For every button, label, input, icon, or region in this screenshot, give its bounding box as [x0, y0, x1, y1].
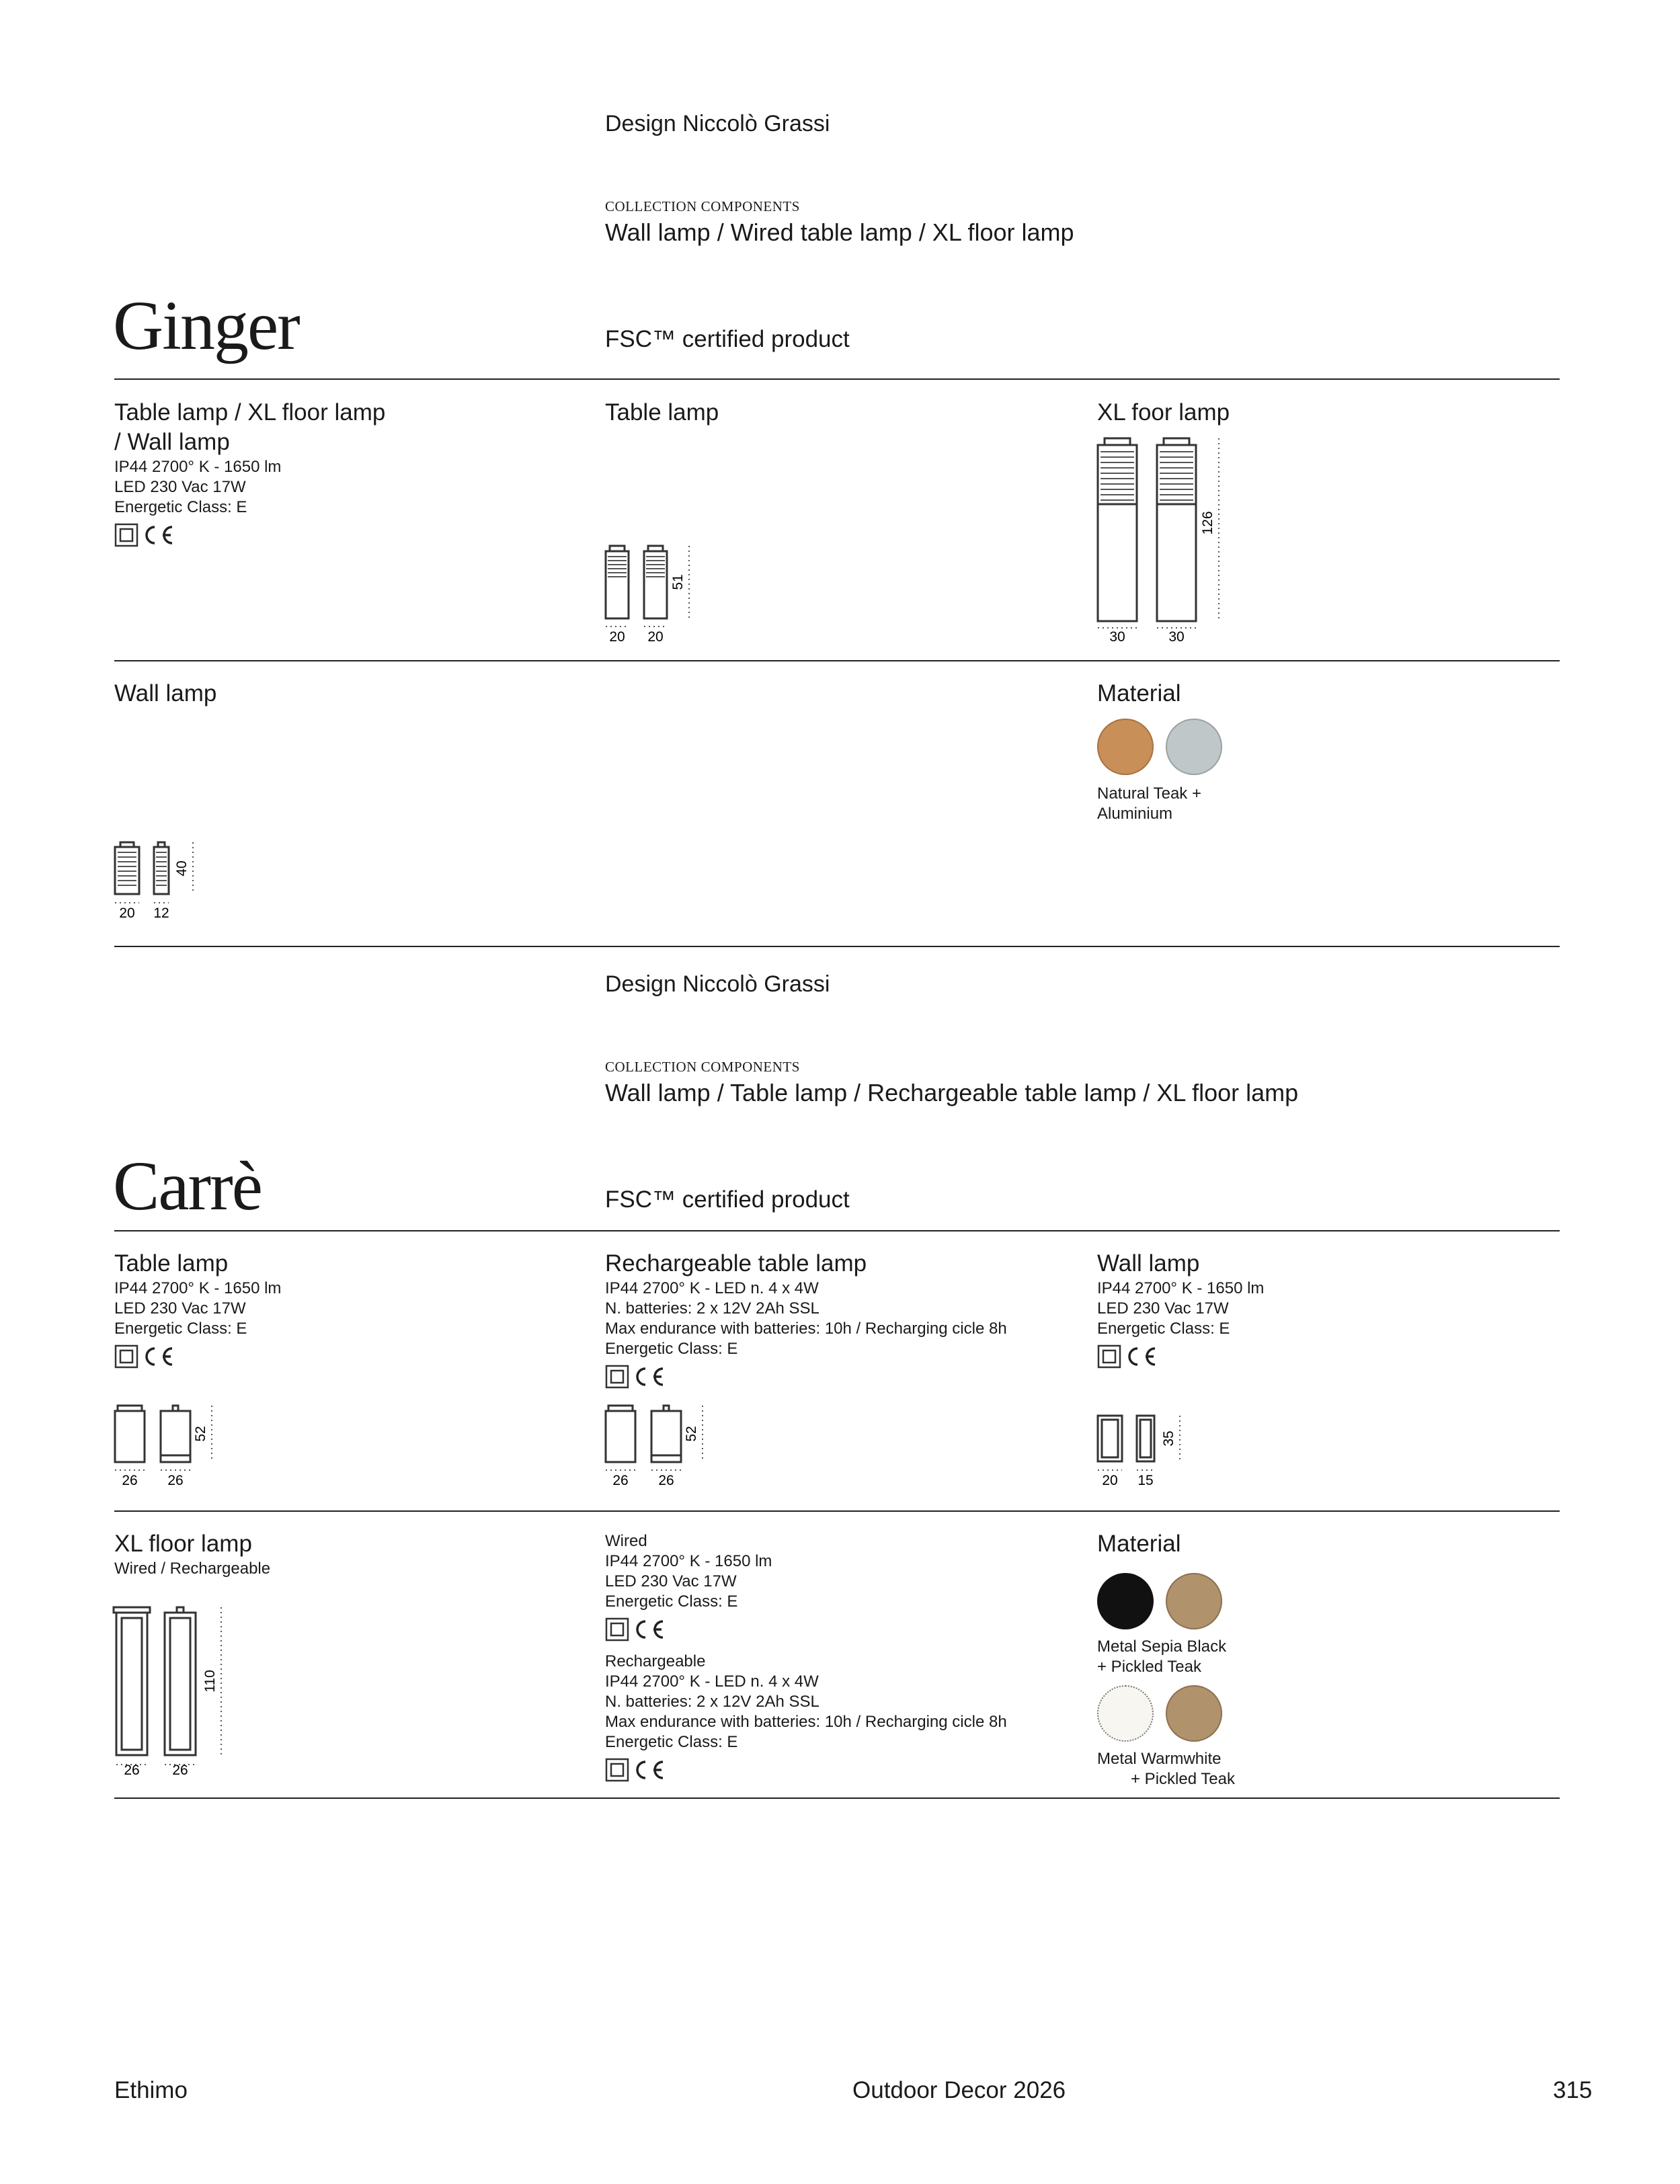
dimension-label: 26	[122, 1473, 138, 1488]
footer-brand: Ethimo	[114, 2077, 188, 2103]
ginger-spec-block	[114, 398, 571, 552]
class-ii-icon	[606, 1366, 628, 1387]
dimension-label: 30	[1109, 629, 1125, 645]
class-ii-icon	[1098, 1346, 1120, 1367]
carre-title: Carrè	[113, 1147, 262, 1225]
ginger-wall-lamp-drawing	[111, 840, 205, 928]
ginger-middle-rule	[114, 660, 1560, 661]
spec-line: IP44 2700° K - 1650 lm	[114, 1279, 282, 1297]
material-caption-line: Aluminium	[1097, 805, 1173, 823]
class-ii-icon	[116, 524, 137, 546]
ginger-spec-heading-1: Table lamp / XL floor lamp	[114, 399, 386, 426]
cert-icons-svg	[114, 1343, 182, 1370]
carre-xl-floor-lamp-subheading: Wired / Rechargeable	[114, 1560, 271, 1578]
carre-table-lamp-drawing	[111, 1402, 225, 1492]
certification-icons	[114, 522, 571, 552]
dimension-label: 30	[1168, 629, 1185, 645]
page-number: 315	[1553, 2077, 1593, 2103]
dimension-label: 26	[612, 1473, 629, 1488]
warmwhite-swatch	[1097, 1685, 1154, 1742]
ginger-spec-line: Energetic Class: E	[114, 498, 247, 516]
height-label: 35	[1161, 1430, 1176, 1447]
cert-icons-svg	[1097, 1343, 1164, 1370]
wired-label: Wired	[605, 1532, 647, 1550]
ce-mark-icon	[637, 1762, 663, 1778]
teak-swatch	[1097, 719, 1154, 775]
cert-icons-svg	[114, 522, 182, 549]
material-caption-line: Natural Teak +	[1097, 784, 1201, 803]
carre-rechargeable-table-lamp-drawing	[602, 1402, 716, 1492]
spec-line: N. batteries: 2 x 12V 2Ah SSL	[605, 1693, 819, 1711]
carre-rechargeable-table-lamp-heading: Rechargeable table lamp	[605, 1250, 867, 1277]
carre-bottom-rule	[114, 1797, 1560, 1799]
carre-xl-floor-lamp-block	[114, 1529, 270, 1579]
carre-xl-specs-block	[605, 1531, 1007, 1787]
spec-line: Max endurance with batteries: 10h / Recharging cicle 8h	[605, 1320, 1007, 1338]
material-caption-line: + Pickled Teak	[1097, 1658, 1201, 1676]
aluminium-swatch	[1166, 719, 1222, 775]
dimension-label: 15	[1137, 1473, 1154, 1488]
height-label: 126	[1200, 511, 1215, 535]
pickled-teak-swatch	[1166, 1685, 1222, 1742]
rechargeable-label: Rechargeable	[605, 1652, 706, 1670]
ce-mark-icon	[147, 1348, 172, 1365]
carre-material-heading: Material	[1097, 1531, 1181, 1557]
cert-icons-svg	[605, 1363, 672, 1390]
carre-material-caption-1	[1097, 1637, 1226, 1677]
pickled-teak-swatch	[1166, 1573, 1222, 1629]
sepia-black-swatch	[1097, 1573, 1154, 1629]
ce-mark-icon	[637, 1621, 663, 1637]
ce-mark-icon	[637, 1369, 663, 1385]
ginger-xl-floor-lamp-heading: XL foor lamp	[1097, 399, 1230, 426]
ce-mark-icon	[1129, 1348, 1155, 1365]
spec-line: Energetic Class: E	[1097, 1320, 1230, 1338]
ginger-fsc-label: FSC™ certified product	[605, 326, 850, 352]
class-ii-icon	[606, 1759, 628, 1781]
ginger-material-caption	[1097, 784, 1201, 824]
height-label: 40	[174, 860, 190, 877]
material-caption-line: Metal Warmwhite	[1097, 1750, 1222, 1768]
cert-icons-svg	[605, 1616, 672, 1643]
ginger-bottom-rule	[114, 946, 1560, 947]
carre-wall-lamp-block	[1097, 1249, 1264, 1373]
ginger-top-rule	[114, 378, 1560, 380]
dimension-label: 20	[1102, 1473, 1118, 1488]
dimension-label: 20	[119, 905, 135, 921]
dimension-label: 26	[172, 1763, 188, 1778]
material-caption-line: Metal Sepia Black	[1097, 1637, 1227, 1656]
carre-material-caption-2	[1097, 1749, 1235, 1789]
spec-line: IP44 2700° K - LED n. 4 x 4W	[605, 1672, 819, 1691]
certification-icons	[605, 1616, 1007, 1646]
cert-icons-svg	[605, 1756, 672, 1783]
carre-wall-lamp-drawing	[1094, 1412, 1195, 1492]
spec-line: IP44 2700° K - 1650 lm	[605, 1552, 772, 1570]
carre-table-lamp-block	[114, 1249, 281, 1373]
carre-rechargeable-table-lamp-block	[605, 1249, 1007, 1393]
certification-icons	[1097, 1343, 1264, 1373]
ginger-title: Ginger	[113, 287, 299, 364]
spec-line: IP44 2700° K - 1650 lm	[1097, 1279, 1265, 1297]
spec-line: Energetic Class: E	[605, 1592, 738, 1611]
carre-components: Wall lamp / Table lamp / Rechargeable table lamp / XL floor lamp	[605, 1079, 1299, 1106]
carre-xl-floor-lamp-heading: XL floor lamp	[114, 1531, 252, 1557]
spec-line: LED 230 Vac 17W	[1097, 1299, 1229, 1318]
ginger-table-lamp-heading: Table lamp	[605, 399, 719, 426]
height-label: 51	[670, 574, 686, 590]
dimension-label: 20	[609, 629, 625, 645]
certification-icons	[605, 1756, 1007, 1787]
carre-designer: Design Niccolò Grassi	[605, 971, 830, 997]
carre-top-rule	[114, 1230, 1560, 1231]
ginger-material-heading: Material	[1097, 680, 1181, 706]
carre-wall-lamp-heading: Wall lamp	[1097, 1250, 1200, 1277]
footer-catalog-title: Outdoor Decor 2026	[852, 2077, 1066, 2103]
dimension-label: 26	[658, 1473, 674, 1488]
ce-mark-icon	[147, 527, 172, 543]
class-ii-icon	[116, 1346, 137, 1367]
ginger-components: Wall lamp / Wired table lamp / XL floor lamp	[605, 218, 1074, 246]
carre-table-lamp-heading: Table lamp	[114, 1250, 229, 1277]
spec-line: LED 230 Vac 17W	[114, 1299, 246, 1318]
ginger-components-label: COLLECTION COMPONENTS	[605, 198, 800, 214]
ginger-spec-line: IP44 2700° K - 1650 lm	[114, 458, 282, 476]
ginger-designer: Design Niccolò Grassi	[605, 111, 830, 136]
certification-icons	[114, 1343, 281, 1373]
spec-line: Max endurance with batteries: 10h / Recharging cicle 8h	[605, 1713, 1007, 1731]
ginger-spec-heading-2: / Wall lamp	[114, 429, 230, 455]
spec-line: N. batteries: 2 x 12V 2Ah SSL	[605, 1299, 819, 1318]
carre-middle-rule	[114, 1510, 1560, 1512]
ginger-xl-floor-lamp-drawing	[1092, 437, 1234, 645]
height-label: 52	[193, 1426, 208, 1442]
ginger-table-lamp-drawing	[602, 544, 703, 645]
dimension-label: 26	[167, 1473, 184, 1488]
carre-xl-floor-lamp-drawing	[111, 1603, 239, 1778]
certification-icons	[605, 1363, 1007, 1393]
ginger-spec-line: LED 230 Vac 17W	[114, 478, 246, 496]
spec-line: IP44 2700° K - LED n. 4 x 4W	[605, 1279, 819, 1297]
spec-line: Energetic Class: E	[605, 1733, 738, 1751]
class-ii-icon	[606, 1619, 628, 1640]
dimension-label: 12	[153, 905, 169, 921]
spec-line: Energetic Class: E	[605, 1340, 738, 1358]
dimension-label: 26	[124, 1763, 140, 1778]
height-label: 52	[684, 1426, 699, 1442]
ginger-wall-lamp-heading: Wall lamp	[114, 680, 217, 706]
dimension-label: 20	[647, 629, 664, 645]
spec-line: LED 230 Vac 17W	[605, 1572, 737, 1590]
material-caption-line: + Pickled Teak	[1131, 1770, 1235, 1788]
carre-fsc-label: FSC™ certified product	[605, 1186, 850, 1213]
spec-line: Energetic Class: E	[114, 1320, 247, 1338]
height-label: 110	[202, 1670, 218, 1693]
carre-components-label: COLLECTION COMPONENTS	[605, 1059, 800, 1075]
